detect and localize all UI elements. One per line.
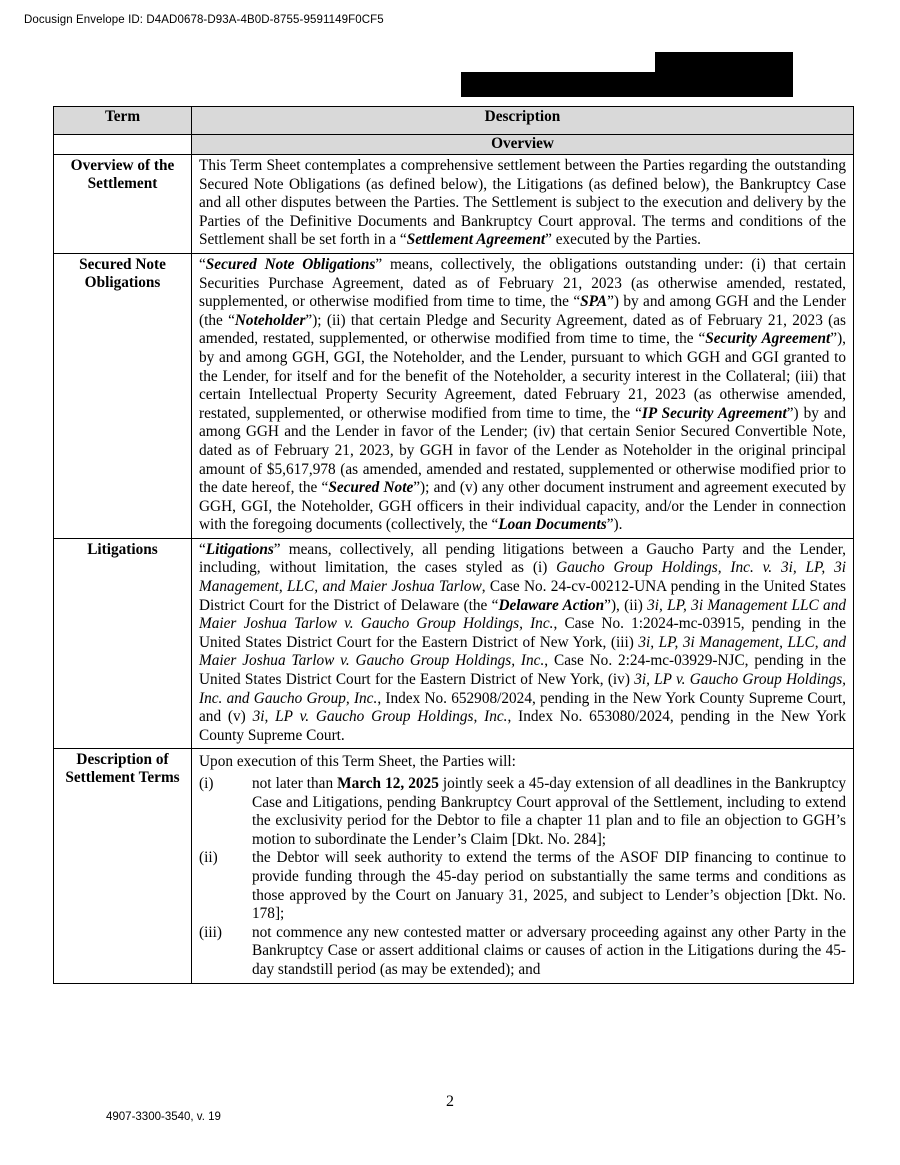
- text-segment: the Debtor will seek authority to extend the terms of the ASOF DIP financing to continue to provide funding through the 45-day period on substantially the same terms and conditions as those approved by the Court on January 31, 2025, and subject to Lender’s objection [Dkt. No. 178];: [252, 849, 846, 923]
- item-text: [252, 924, 846, 980]
- page-number: 2: [446, 1093, 454, 1110]
- list-item: [199, 849, 846, 923]
- description-cell: [192, 749, 854, 983]
- settlement-intro: Upon execution of this Term Sheet, the Parties will:: [199, 753, 516, 771]
- text-segment: ” means, collectively, the obligations outstanding under: (i) that certain Securities Purchase Agreement, dated as of February 21, 2023 (as otherwise amended, restated, supplemented, or otherwise modified from time to time, the “: [199, 255, 846, 311]
- text-segment: ”) by and among GGH and the Lender (the “: [199, 293, 846, 329]
- column-header-term: Term: [54, 107, 192, 135]
- text-segment: , Index No. 653080/2024, pending in the New York County Supreme Court.: [199, 708, 846, 744]
- case-name: 3i, LP, 3i Management LLC and Maier Joshua Tarlow v. Gaucho Group Holdings, Inc.: [199, 596, 846, 633]
- table-row: [54, 749, 854, 983]
- term-cell: Litigations: [54, 538, 192, 749]
- description-cell: [192, 253, 854, 538]
- section-row: [54, 135, 854, 155]
- text-segment: ”); and (v) any other document instrument and agreement executed by GGH, GGI, the Noteholder, GGH officers in their individual capacity, and/or the Lender in connection with the foregoing documents (collectively, the “: [199, 479, 846, 534]
- redaction-block: [655, 52, 793, 74]
- term-rows: [54, 155, 854, 749]
- defined-term: Security Agreement: [705, 330, 831, 348]
- defined-term: Noteholder: [234, 311, 306, 329]
- settlement-items-list: [199, 775, 846, 980]
- document-id: 4907-3300-3540, v. 19: [106, 1111, 221, 1123]
- text-segment: ”).: [606, 516, 623, 534]
- section-title-overview: Overview: [192, 135, 854, 155]
- defined-term: Settlement Agreement: [406, 231, 546, 249]
- text-segment: ” executed by the Parties.: [545, 231, 701, 249]
- redaction-block: [461, 72, 793, 97]
- table-row: [54, 253, 854, 538]
- text-segment: not commence any new contested matter or adversary proceeding against any other Party in the Bankruptcy Case or assert additional claims or causes of action in the Litigations during the 45-day standstill period (as may be extended); and: [252, 923, 846, 978]
- item-text: [252, 775, 846, 849]
- text-segment: This Term Sheet contemplates a comprehensive settlement between the Parties regarding the outstanding Secured Note Obligations (as defined below), the Litigations (as defined below), the Bankruptcy Case and all other disputes between the Parties. The Settlement is subject to the execution and delivery by the Parties of the Definitive Documents and Bankruptcy Court approval. The terms and conditions of the Settlement shall be set forth in a “: [199, 157, 846, 249]
- text-segment: not later than: [252, 775, 338, 792]
- defined-term: Loan Documents: [498, 516, 607, 534]
- text-segment: “: [199, 540, 206, 558]
- table-row: [54, 155, 854, 254]
- item-number: (ii): [199, 849, 218, 867]
- text-segment: , Case No. 24-cv-00212-UNA pending in the United States District Court for the District of Delaware (the “: [199, 578, 846, 614]
- item-text: [252, 849, 846, 923]
- table-row: [54, 538, 854, 749]
- item-number: (iii): [199, 923, 222, 941]
- item-number: (i): [199, 775, 214, 792]
- defined-term: SPA: [580, 293, 608, 311]
- case-name: Gaucho Group Holdings, Inc. v. 3i, LP, 3i Management, LLC, and Maier Joshua Tarlow: [199, 559, 846, 596]
- description-cell: [192, 538, 854, 749]
- text-segment: ”), by and among GGH, GGI, the Noteholder, and the Lender, pursuant to which GGH and GGI granted to the Lender, for itself and for the benefit of the Noteholder, a security interest in the Collateral; (iii) that certain Intellectual Property Security Agreement, dated February 21, 2023 (as otherwise amended, restated, supplemented, or otherwise modified from time to time, the “: [199, 330, 847, 422]
- defined-term: IP Security Agreement: [641, 404, 787, 422]
- term-sheet-table: [53, 106, 854, 984]
- defined-term: Litigations: [205, 540, 274, 558]
- term-cell: Description of Settlement Terms: [54, 749, 192, 983]
- bold-text: March 12, 2025: [337, 775, 439, 792]
- defined-term: Secured Note: [328, 479, 414, 497]
- list-item: [199, 924, 846, 980]
- case-name: 3i, LP v. Gaucho Group Holdings, Inc. and Gaucho Group, Inc.: [199, 671, 846, 707]
- text-segment: , Case No. 2:24-mc-03929-NJC, pending in the United States District Court for the Eastern District of New York, (iv): [199, 652, 846, 689]
- text-segment: ”) by and among GGH and the Lender in favor of the Lender; (iv) that certain Senior Secured Convertible Note, dated as of February 21, 2023, by GGH in favor of the Lender as Noteholder in the original principal amount of $5,617,978 (as amended, amended and restated, supplemented or otherwise modified prior to the date hereof, the “: [199, 404, 846, 497]
- term-cell: Secured Note Obligations: [54, 253, 192, 538]
- envelope-id: Docusign Envelope ID: D4AD0678-D93A-4B0D-8755-9591149F0CF5: [24, 14, 384, 26]
- table-header-row: [54, 107, 854, 135]
- text-segment: ”), (ii): [604, 596, 648, 614]
- case-name: 3i, LP, 3i Management, LLC, and Maier Joshua Tarlow v. Gaucho Group Holdings, Inc.: [199, 633, 846, 670]
- text-segment: ”); (ii) that certain Pledge and Security Agreement, dated as of February 21, 2023 (as amended, restated, supplemented, or otherwise modified from time to time, the “: [199, 311, 846, 348]
- text-segment: jointly seek a 45-day extension of all deadlines in the Bankruptcy Case and Litigations, pending Bankruptcy Court approval of the Settlement, including to extend the exclusivity period for the Debtor to file a chapter 11 plan and to file an objection to GGH’s motion to subordinate the Lender’s Claim [Dkt. No. 284];: [252, 775, 847, 848]
- text-segment: , Case No. 1:2024-mc-03915, pending in the United States District Court for the Eastern District of New York, (iii): [199, 615, 847, 651]
- text-segment: , Index No. 652908/2024, pending in the New York County Supreme Court, and (v): [199, 689, 846, 726]
- text-segment: ” means, collectively, all pending litigations between a Gaucho Party and the Lender, including, without limitation, the cases styled as (i): [199, 540, 846, 577]
- case-name: 3i, LP v. Gaucho Group Holdings, Inc.: [252, 708, 508, 726]
- term-cell: Overview of the Settlement: [54, 155, 192, 254]
- defined-term: Delaware Action: [498, 596, 605, 614]
- column-header-description: Description: [192, 107, 854, 135]
- text-segment: “: [199, 255, 206, 273]
- list-item: [199, 775, 846, 849]
- description-cell: [192, 155, 854, 254]
- defined-term: Secured Note Obligations: [205, 255, 376, 273]
